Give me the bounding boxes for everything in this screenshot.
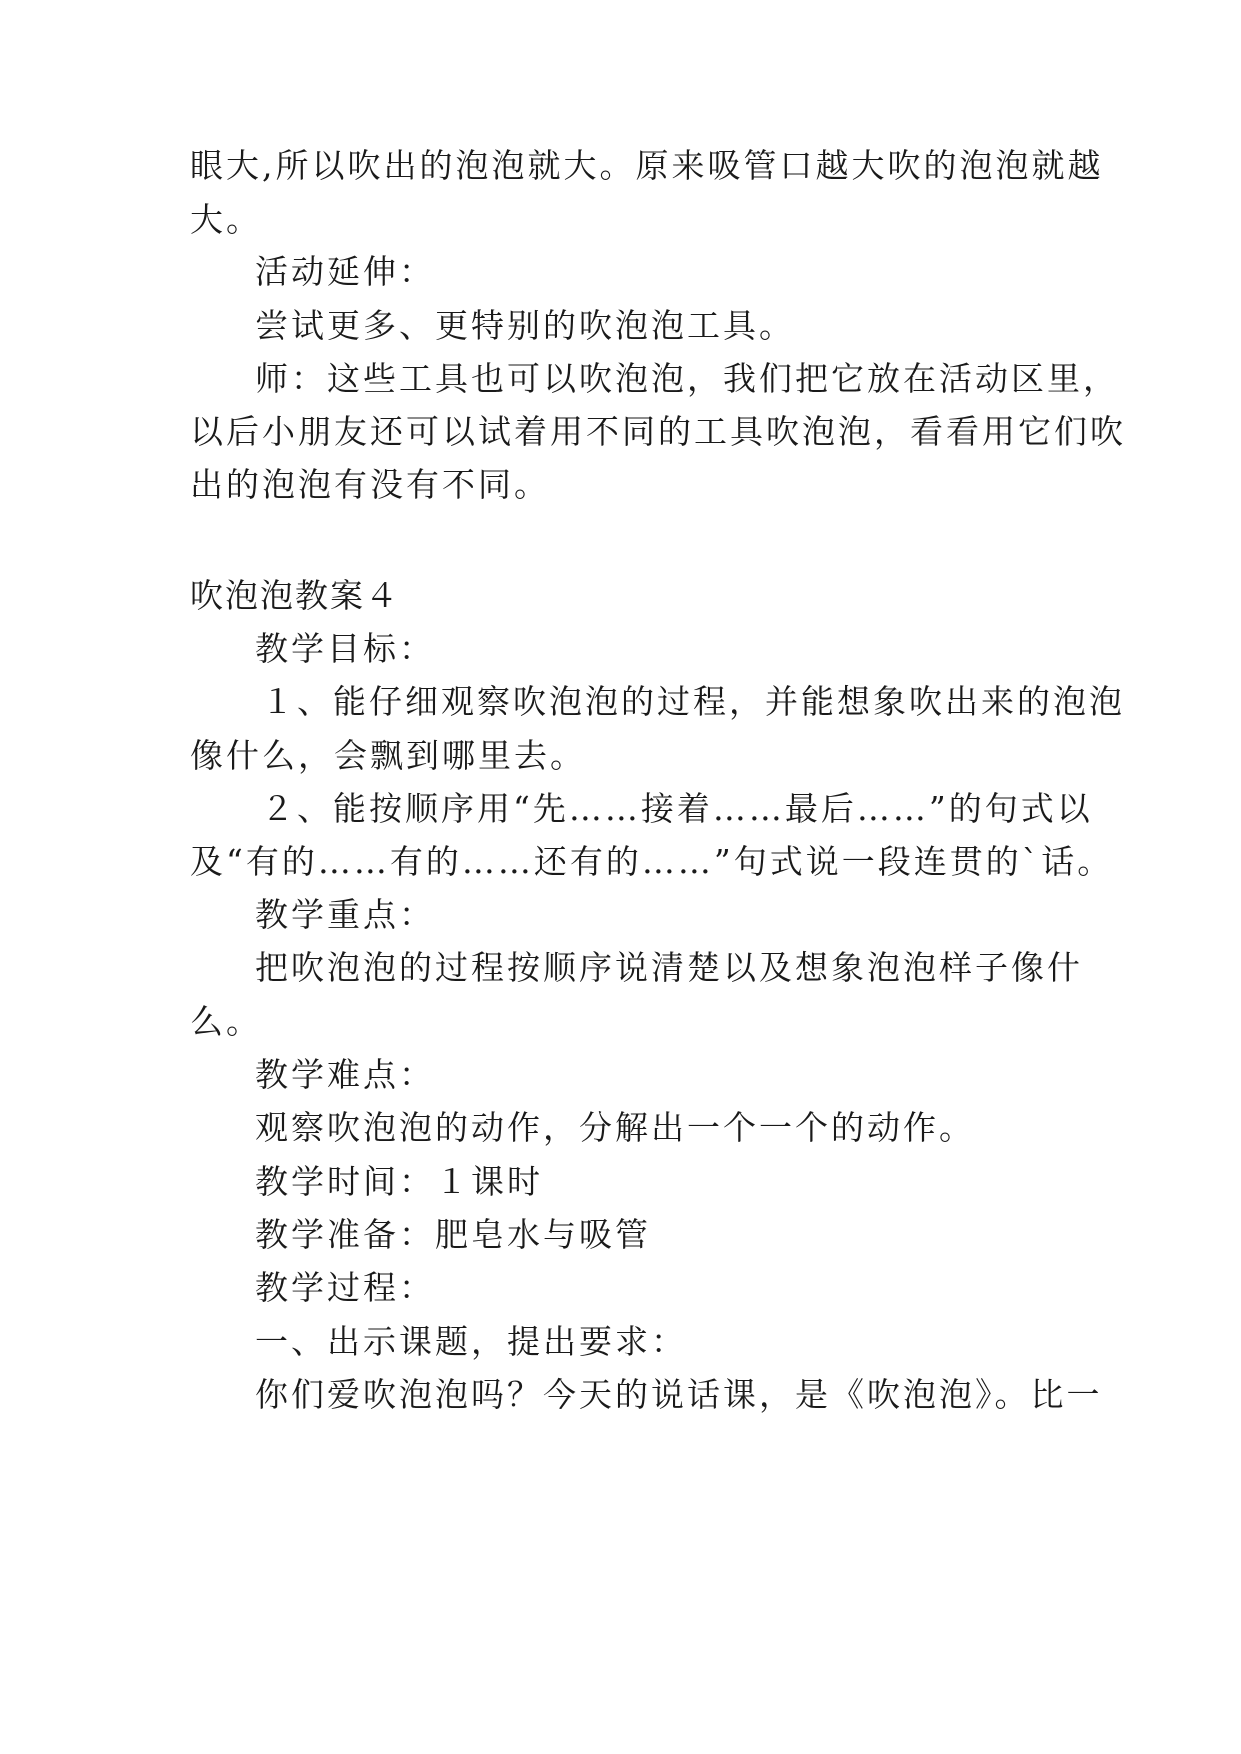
paragraph-line: 你们爱吹泡泡吗？今天的说话课，是《吹泡泡》。比一 <box>255 1375 1103 1414</box>
paragraph-line: 么。 <box>190 1002 262 1041</box>
paragraph-line: 眼大,所以吹出的泡泡就大。原来吸管口越大吹的泡泡就越 <box>190 146 1104 185</box>
heading-teaching-goals: 教学目标： <box>255 629 435 668</box>
paragraph-line: 出的泡泡有没有不同。 <box>190 465 550 504</box>
heading-teaching-process: 教学过程： <box>255 1268 435 1307</box>
paragraph-line: 观察吹泡泡的动作，分解出一个一个的动作。 <box>255 1108 975 1147</box>
teaching-preparation: 教学准备：肥皂水与吸管 <box>255 1215 651 1254</box>
paragraph-line: ２、能按顺序用“先……接着……最后……”的句式以 <box>261 789 1093 828</box>
section-title: 吹泡泡教案４ <box>190 576 400 615</box>
paragraph-line: 尝试更多、更特别的吹泡泡工具。 <box>255 306 795 345</box>
heading-activity-extension: 活动延伸： <box>255 252 435 291</box>
teaching-time: 教学时间：１课时 <box>255 1162 543 1201</box>
paragraph-line: 大。 <box>190 200 262 239</box>
paragraph-line: １、能仔细观察吹泡泡的过程，并能想象吹出来的泡泡 <box>261 682 1125 721</box>
heading-teaching-focus: 教学重点： <box>255 895 435 934</box>
paragraph-line: 师：这些工具也可以吹泡泡，我们把它放在活动区里， <box>255 359 1119 398</box>
paragraph-line: 以后小朋友还可以试着用不同的工具吹泡泡，看看用它们吹 <box>190 412 1126 451</box>
heading-teaching-difficulty: 教学难点： <box>255 1055 435 1094</box>
paragraph-line: 一、出示课题，提出要求： <box>255 1322 687 1361</box>
paragraph-line: 像什么，会飘到哪里去。 <box>190 736 586 775</box>
paragraph-line: 把吹泡泡的过程按顺序说清楚以及想象泡泡样子像什 <box>255 948 1083 987</box>
paragraph-line: 及“有的……有的……还有的……”句式说一段连贯的`话。 <box>190 842 1114 881</box>
